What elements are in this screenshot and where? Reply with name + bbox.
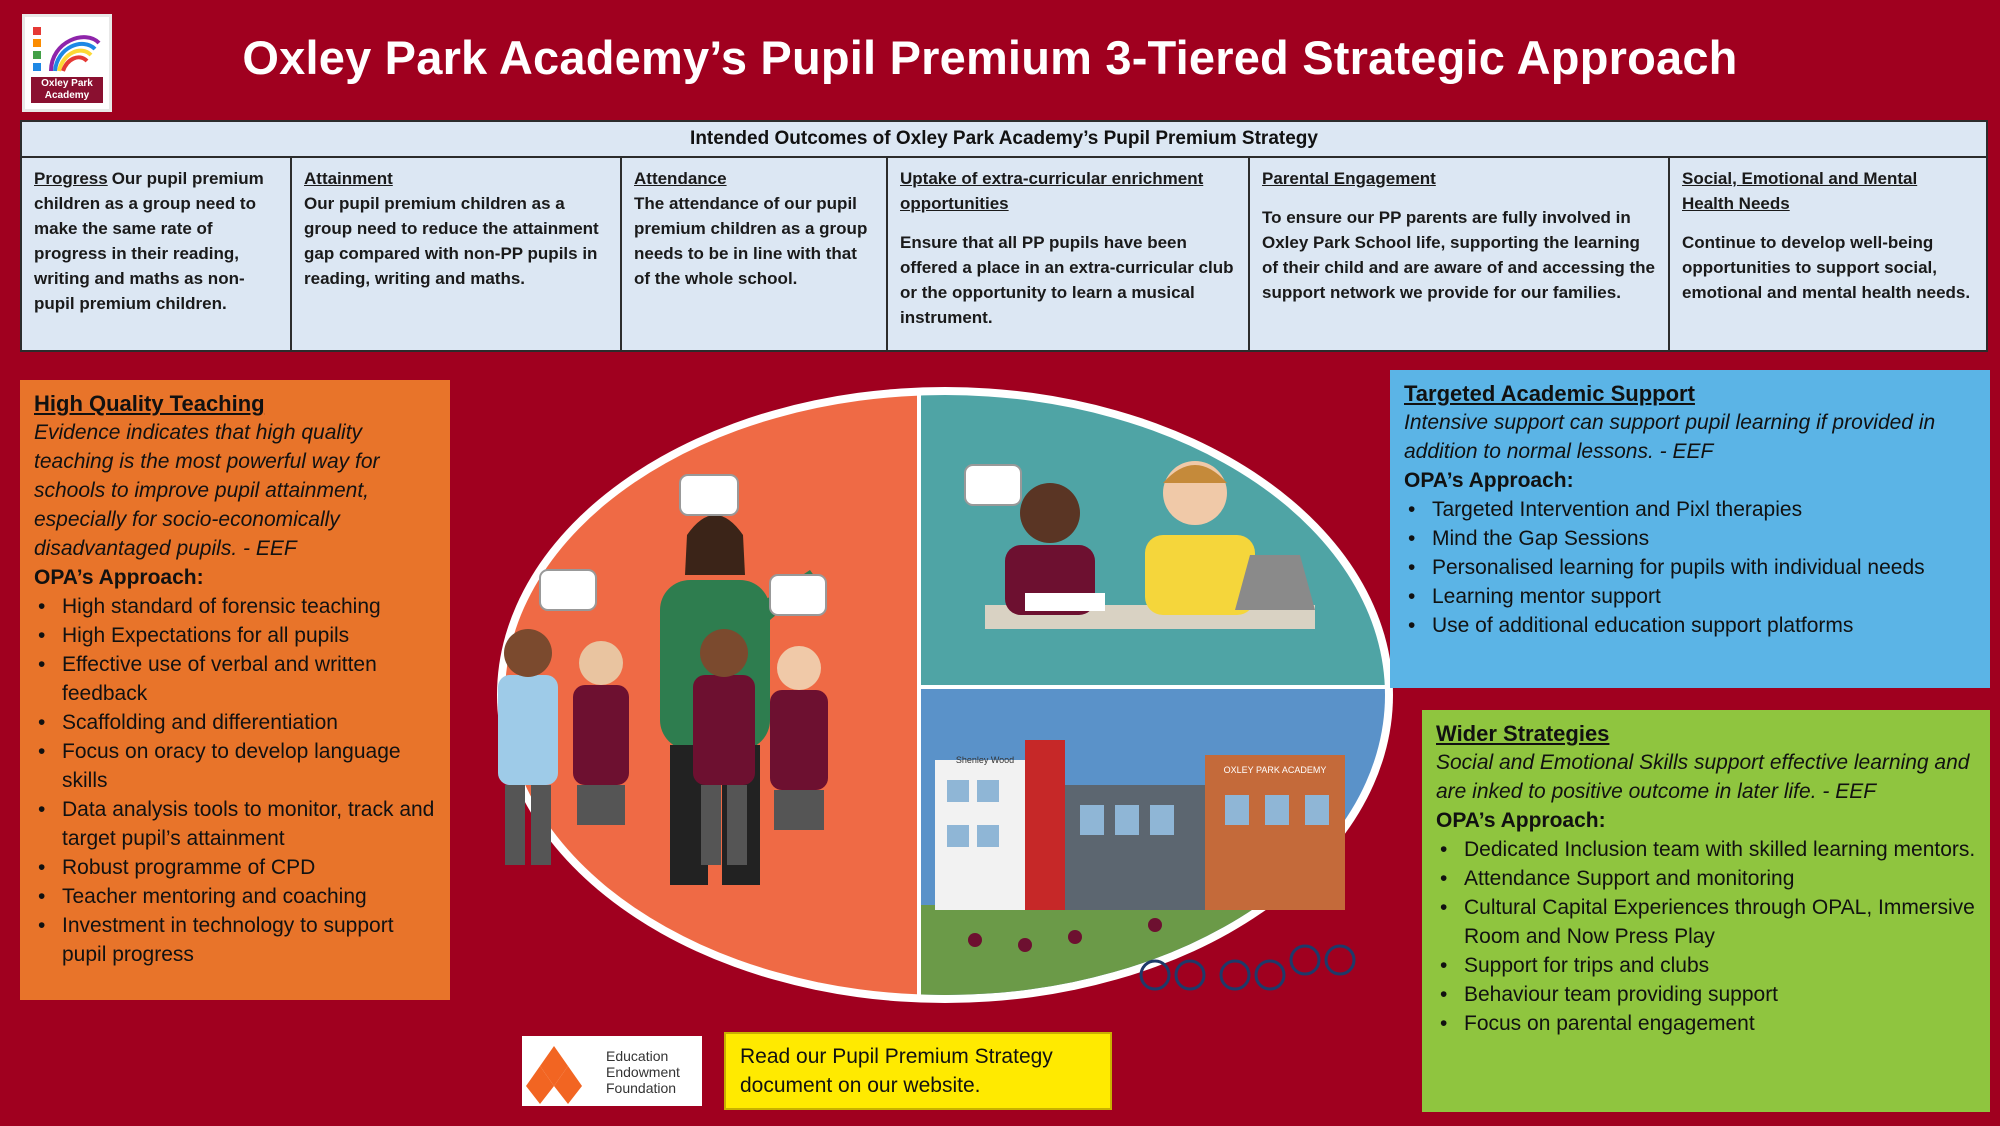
list-item: • Support for trips and clubs (1436, 951, 1976, 980)
approach-list (34, 592, 436, 969)
list-item: • Data analysis tools to monitor, track and target pupil’s attainment (34, 795, 436, 853)
eef-line: Foundation (606, 1080, 677, 1096)
list-item: • Robust programme of CPD (34, 853, 436, 882)
logo-text: Oxley Park Academy (31, 77, 103, 103)
outcome-attendance (622, 158, 888, 350)
panel-title: Wider Strategies (1436, 721, 1610, 746)
targeted-academic-support-panel (1390, 370, 1990, 688)
panel-quote: Intensive support can support pupil learning if provided in addition to normal lessons. - EEF (1404, 411, 1936, 463)
approach-label: OPA’s Approach: (1436, 809, 1606, 832)
list-item: • High standard of forensic teaching (34, 592, 436, 621)
list-item: • Behaviour team providing support (1436, 980, 1976, 1009)
page-title: Oxley Park Academy’s Pupil Premium 3-Tiered Strategic Approach (242, 31, 1738, 84)
list-item: • Use of additional education support platforms (1404, 611, 1976, 640)
outcomes-heading: Intended Outcomes of Oxley Park Academy’s Pupil Premium Strategy (22, 122, 1986, 158)
list-item: • Learning mentor support (1404, 582, 1976, 611)
approach-label: OPA’s Approach: (1404, 469, 1574, 492)
rainbow-logo-icon (31, 21, 105, 81)
outcome-text: The attendance of our pupil premium children as a group needs to be in line with that of the whole school. (634, 194, 868, 288)
school-sign: OXLEY PARK ACADEMY (1223, 765, 1327, 775)
outcome-text: Ensure that all PP pupils have been offered a place in an extra-curricular club or the opportunity to learn a musical instrument. (900, 233, 1234, 327)
high-quality-teaching-panel (20, 380, 450, 1000)
outcome-text: Our pupil premium children as a group need to reduce the attainment gap compared with non-PP pupils in reading, writing and maths. (304, 194, 599, 288)
list-item: • Attendance Support and monitoring (1436, 864, 1976, 893)
list-item: • Teacher mentoring and coaching (34, 882, 436, 911)
outcome-semh (1670, 158, 1986, 350)
strategy-document-note: Read our Pupil Premium Strategy document on our website. (724, 1032, 1112, 1110)
eef-mark-icon (522, 1036, 602, 1106)
outcome-text: Our pupil premium children as a group need to make the same rate of progress in their reading, writing and maths as non-pupil premium children. (34, 169, 264, 313)
building-sign: Shenley Wood (955, 755, 1015, 765)
outcomes-table (20, 120, 1988, 352)
eef-logo (522, 1036, 702, 1106)
outcome-progress (22, 158, 292, 350)
outcome-attainment (292, 158, 622, 350)
list-item: • Cultural Capital Experiences through OPAL, Immersive Room and Now Press Play (1436, 893, 1976, 951)
list-item: • Dedicated Inclusion team with skilled learning mentors. (1436, 835, 1976, 864)
eef-line: Education (606, 1048, 669, 1064)
eef-line: Endowment (606, 1064, 680, 1080)
outcome-title: Social, Emotional and Mental Health Needs (1682, 169, 1918, 213)
school-logo (22, 14, 112, 112)
panel-quote: Evidence indicates that high quality teaching is the most powerful way for schools to improve pupil attainment, especially for socio-economically disadvantaged pupils. - EEF (34, 421, 380, 560)
outcome-extra-curricular (888, 158, 1250, 350)
list-item: • Focus on oracy to develop language skills (34, 737, 436, 795)
list-item: • Investment in technology to support pupil progress (34, 911, 436, 969)
list-item: • Targeted Intervention and Pixl therapies (1404, 495, 1976, 524)
list-item: • Personalised learning for pupils with individual needs (1404, 553, 1976, 582)
panel-title: High Quality Teaching (34, 391, 265, 416)
outcome-text: To ensure our PP parents are fully involved in Oxley Park School life, supporting the learning of their child and are aware of and accessing the support network we provide for our families. (1262, 208, 1656, 302)
list-item: • Effective use of verbal and written feedback (34, 650, 436, 708)
outcome-title: Attainment (304, 169, 393, 188)
outcome-title: Uptake of extra-curricular enrichment opportunities (900, 169, 1204, 213)
panel-quote: Social and Emotional Skills support effective learning and are inked to positive outcome in later life. - EEF (1436, 751, 1970, 803)
approach-list (1404, 495, 1976, 640)
panel-title: Targeted Academic Support (1404, 381, 1695, 406)
outcome-title: Progress (34, 169, 108, 188)
outcome-title: Parental Engagement (1262, 169, 1436, 188)
approach-list (1436, 835, 1976, 1038)
outcome-text: Continue to develop well-being opportunities to support social, emotional and mental health needs. (1682, 233, 1971, 302)
outcome-title: Attendance (634, 169, 727, 188)
wider-strategies-panel (1422, 710, 1990, 1112)
approach-label: OPA’s Approach: (34, 566, 204, 589)
list-item: • Scaffolding and differentiation (34, 708, 436, 737)
list-item: • High Expectations for all pupils (34, 621, 436, 650)
list-item: • Mind the Gap Sessions (1404, 524, 1976, 553)
list-item: • Focus on parental engagement (1436, 1009, 1976, 1038)
strategy-illustration (465, 385, 1425, 1025)
outcome-parental-engagement (1250, 158, 1670, 350)
